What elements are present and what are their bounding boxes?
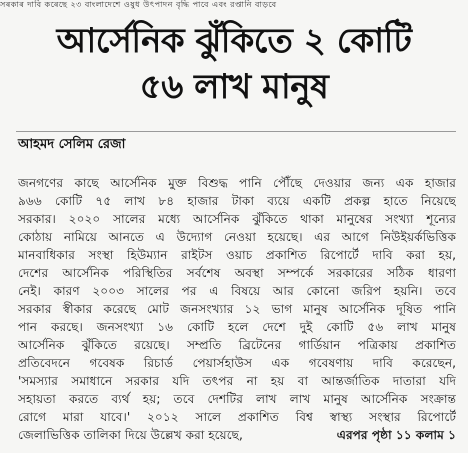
body-line: পান করছে। জনসংখ্যা ১৬ কোটি হলে দেশে দুই কোটি ৫৬ লাখ মানুষ — [18, 320, 456, 334]
article-body — [18, 174, 456, 444]
body-line: সরকার স্বীকার করেছে মোট জনসংখ্যার ১২ ভাগ মানুষ আর্সেনিক দূষিত পানি — [18, 302, 456, 316]
body-line: মানবাধিকার সংস্থা হিউম্যান রাইটস ওয়াচ প্রকাশিত রিপোর্টে দাবি করা হয়, — [18, 248, 456, 262]
body-line: জনগণের কাছে আর্সেনিক মুক্ত বিশুদ্ধ পানি পৌঁছে দেওয়ার জন্য এক হাজার — [18, 176, 456, 190]
body-last-line — [18, 426, 456, 444]
body-line: জেলাভিত্তিক তালিকা দিয়ে উল্লেখ করা হয়েছে, — [18, 428, 243, 442]
body-line: আর্সেনিক ঝুঁকিতে রয়েছে। সম্প্রতি ব্রিটেনের গার্ডিয়ান পত্রিকায় প্রকাশিত — [18, 338, 456, 352]
body-line: 'সমস্যার সমাধানে সরকার যদি তৎপর না হয় বা আন্তর্জাতিক দাতারা যদি — [18, 374, 456, 388]
headline-line-1: আর্সেনিক ঝুঁকিতে ২ কোটি — [56, 21, 412, 61]
byline: আহমদ সেলিম রেজা — [18, 137, 126, 152]
body-line: কোঠায় নামিয়ে আনতে এ উদ্যোগ নেওয়া হয়েছে। এর আগে নিউইয়র্কভিত্তিক — [18, 230, 456, 244]
body-line: ৯৬৬ কোটি ৭৫ লাখ ৮৪ হাজার টাকা ব্যয়ে একটি প্রকল্প হাতে নিয়েছে — [18, 194, 456, 208]
body-line: রোগে মারা যাবে।' ২০১২ সালে প্রকাশিত বিশ্ব স্বাস্থ্য সংস্থার রিপোর্টে — [18, 410, 456, 424]
body-line: সরকার। ২০২০ সালের মধ্যে আর্সেনিক ঝুঁকিতে থাকা মানুষের সংখ্যা শূন্যের — [18, 212, 456, 226]
headline — [0, 18, 468, 110]
headline-line-2: ৫৬ লাখ মানুষ — [139, 67, 329, 107]
byline-divider — [16, 131, 456, 132]
continued-on-page-link[interactable]: এরপর পৃষ্ঠা ১১ কলাম ১ — [336, 428, 456, 442]
body-line: প্রতিবেদনে গবেষক রিচার্ড পেয়ার্সহাউস এক গবেষণায় দাবি করেছেন, — [18, 356, 456, 370]
body-line: নেই। কারণ ২০০৩ সালের পর এ বিষয়ে আর কোনো জরিপ হয়নি। তবে — [18, 284, 456, 298]
body-line: দেশের আর্সেনিক পরিস্থিতির সর্বশেষ অবস্থা সম্পর্কে সরকারের সঠিক ধারণা — [18, 266, 456, 280]
body-line: সহায়তা করতে ব্যর্থ হয়; তবে দেশটির লাখ লাখ মানুষ আর্সেনিক সংক্রান্ত — [18, 392, 456, 406]
previous-article-strip: সৰকাৰ দাবি কৰেছে ২৩ বাংলাদেশে ওষুধ উৎপাদন বৃদ্ধি পাবে এবং রপ্তানি বাড়বে — [0, 0, 277, 9]
